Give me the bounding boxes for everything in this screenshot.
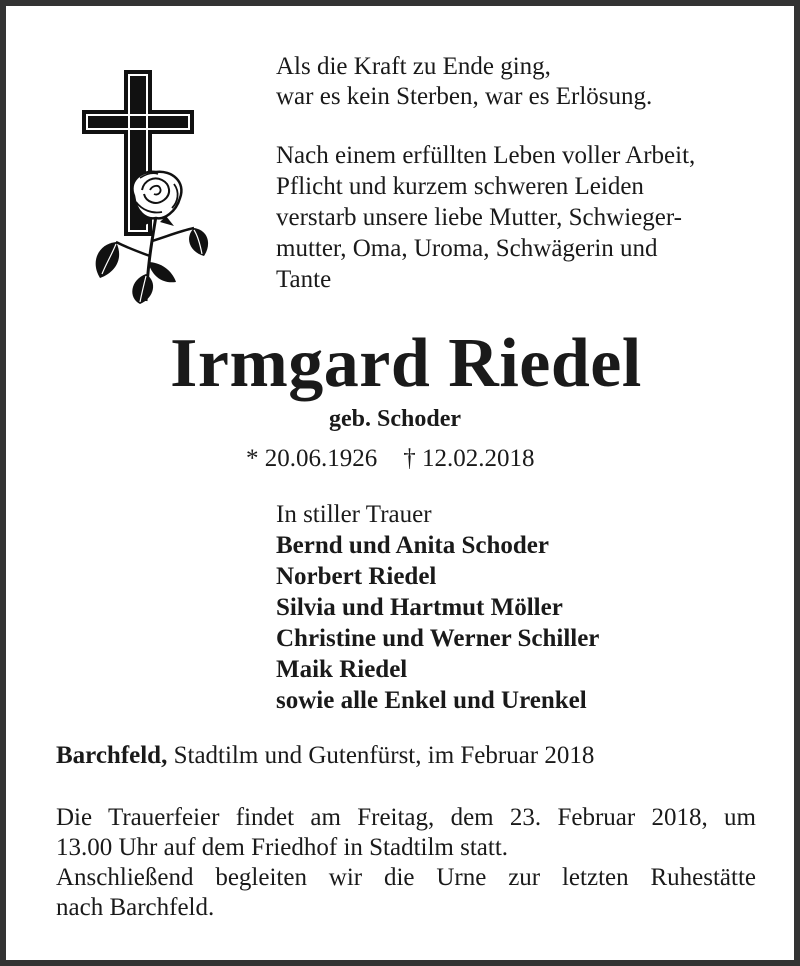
- cross-and-rose-emblem: [76, 66, 216, 306]
- deceased-name: Irmgard Riedel: [170, 325, 642, 402]
- opening-quote: [276, 52, 756, 112]
- mourner-name: sowie alle Enkel und Urenkel: [276, 687, 587, 714]
- announcement-text: [276, 140, 766, 295]
- cross-icon: [82, 70, 194, 236]
- funeral-line: nach Barchfeld.: [56, 894, 215, 921]
- mourner-name: Christine und Werner Schiller: [276, 625, 600, 652]
- mourning-lead: In stiller Trauer: [276, 501, 432, 528]
- announcement-line: mutter, Oma, Uroma, Schwägerin und: [276, 235, 658, 262]
- birth-date: * 20.06.1926: [246, 445, 378, 472]
- announcement-line: Pflicht und kurzem schweren Leiden: [276, 173, 644, 200]
- funeral-line: Anschließend begleiten wir die Urne zur letzten Ruhestätte: [56, 864, 756, 891]
- mourners-list: [276, 499, 599, 716]
- quote-line: Als die Kraft zu Ende ging,: [276, 53, 551, 80]
- funeral-line: 13.00 Uhr auf dem Friedhof in Stadtilm statt.: [56, 834, 509, 861]
- death-date: † 12.02.2018: [403, 445, 535, 472]
- mourner-name: Norbert Riedel: [276, 563, 437, 590]
- announcement-line: verstarb unsere liebe Mutter, Schwieger-: [276, 204, 682, 231]
- place-and-date: [56, 741, 594, 771]
- place-rest: Stadtilm und Gutenfürst, im Februar 2018: [167, 742, 595, 769]
- funeral-details: [56, 803, 756, 923]
- funeral-line: Die Trauerfeier findet am Freitag, dem 23. Februar 2018, um: [56, 804, 756, 831]
- mourner-name: Silvia und Hartmut Möller: [276, 594, 563, 621]
- life-dates: [246, 444, 535, 474]
- mourner-name: Bernd und Anita Schoder: [276, 532, 549, 559]
- rose-icon: [96, 172, 208, 304]
- quote-line: war es kein Sterben, war es Erlösung.: [276, 83, 653, 110]
- maiden-name: geb. Schoder: [329, 406, 461, 432]
- place-town: Barchfeld,: [56, 742, 168, 769]
- mourner-name: Maik Riedel: [276, 656, 408, 683]
- announcement-line: Tante: [276, 266, 332, 293]
- announcement-line: Nach einem erfüllten Leben voller Arbeit,: [276, 142, 696, 169]
